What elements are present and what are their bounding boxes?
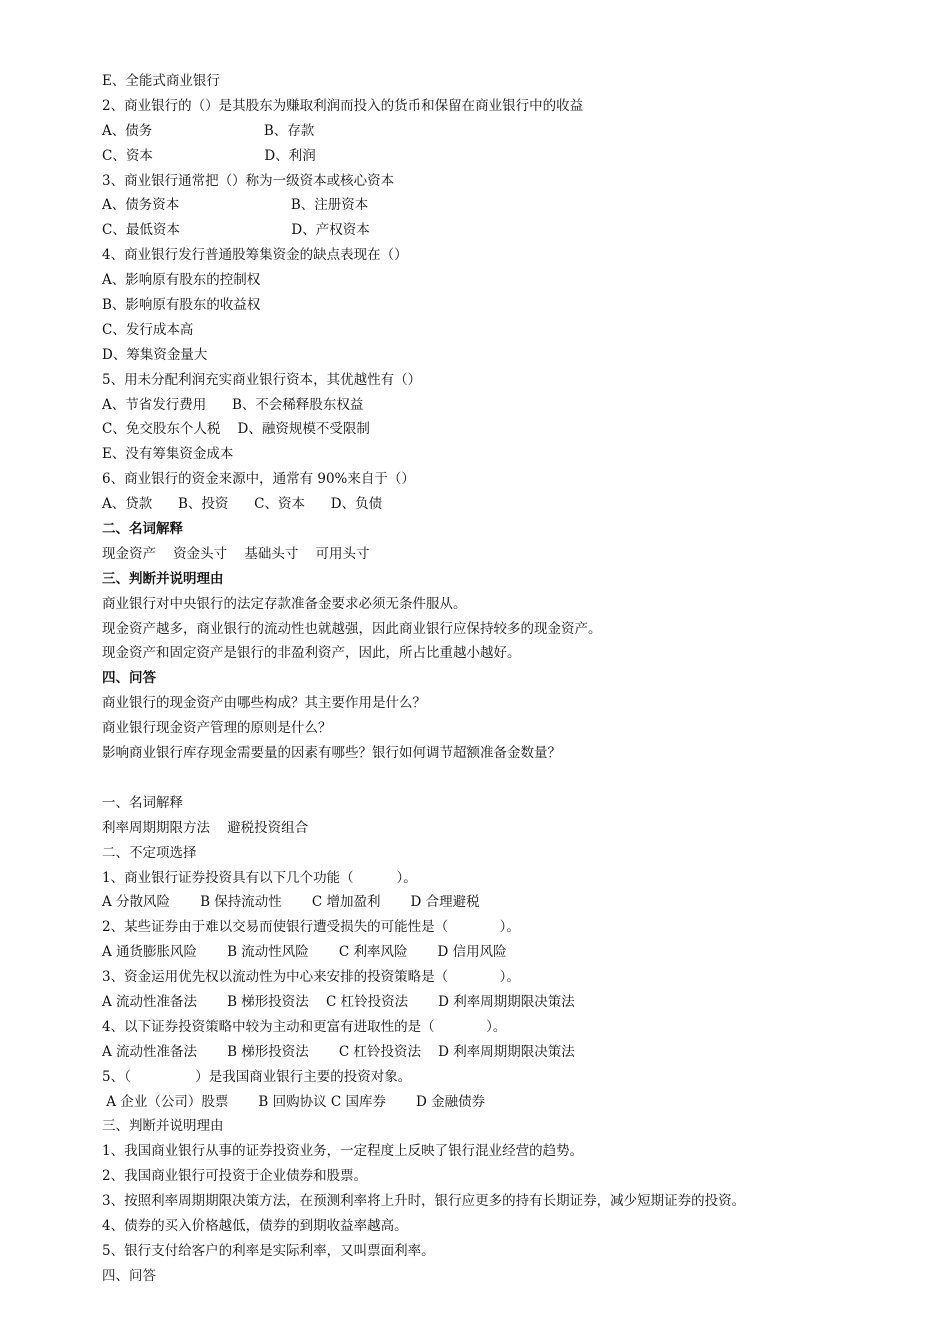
text-line: 3、商业银行通常把（）称为一级资本或核心资本 [102, 172, 395, 189]
text-line: 4、债券的买入价格越低，债券的到期收益率越高。 [102, 1217, 408, 1234]
section-heading: 三、判断并说明理由 [102, 570, 224, 587]
text-line: 3、按照利率周期期限决策方法，在预测利率将上升时，银行应更多的持有长期证券，减少短期证券的投资。 [102, 1193, 746, 1210]
section-heading: 四、问答 [102, 670, 156, 687]
text-line: 6、商业银行的资金来源中，通常有 90%来自于（） [102, 471, 415, 488]
text-line: A 流动性准备法 B 梯形投资法 C 杠铃投资法 D 利率周期期限决策法 [102, 1043, 575, 1060]
text-line [102, 766, 922, 791]
text-line: A、贷款 B、投资 C、资本 D、负债 [102, 496, 383, 513]
text-line: A、债务资本 B、注册资本 [102, 197, 369, 214]
text-line: C、发行成本高 [102, 321, 194, 338]
text-line: 影响商业银行库存现金需要量的因素有哪些？银行如何调节超额准备金数量？ [102, 745, 561, 762]
text-line: A 通货膨胀风险 B 流动性风险 C 利率风险 D 信用风险 [102, 944, 507, 961]
text-line: 现金资产越多，商业银行的流动性也就越强，因此商业银行应保持较多的现金资产。 [102, 620, 602, 637]
text-line: C、资本 D、利润 [102, 147, 316, 164]
text-line: 2、商业银行的（）是其股东为赚取利润而投入的货币和保留在商业银行中的收益 [102, 97, 584, 114]
text-line: 3、资金运用优先权以流动性为中心来安排的投资策略是（ ）。 [102, 969, 520, 986]
text-line: 一、名词解释 [102, 794, 183, 811]
document-page [102, 69, 922, 1289]
text-line: 1、商业银行证券投资具有以下几个功能（ ）。 [102, 869, 417, 886]
text-line: A 流动性准备法 B 梯形投资法 C 杠铃投资法 D 利率周期期限决策法 [102, 993, 575, 1010]
text-line: 1、我国商业银行从事的证券投资业务，一定程度上反映了银行混业经营的趋势。 [102, 1143, 584, 1160]
text-line: 现金资产和固定资产是银行的非盈利资产，因此，所占比重越小越好。 [102, 645, 521, 662]
text-line: 二、不定项选择 [102, 844, 197, 861]
text-line: 商业银行对中央银行的法定存款准备金要求必须无条件服从。 [102, 595, 467, 612]
text-line: 4、以下证券投资策略中较为主动和更富有进取性的是（ ）。 [102, 1018, 507, 1035]
text-line: 利率周期期限方法 避税投资组合 [102, 819, 309, 836]
section-heading: 二、名词解释 [102, 521, 183, 538]
text-line: 5、（ ）是我国商业银行主要的投资对象。 [102, 1068, 412, 1085]
text-line: 商业银行现金资产管理的原则是什么？ [102, 720, 332, 737]
text-line: 5、用未分配利润充实商业银行资本，其优越性有（） [102, 371, 422, 388]
text-line: 四、问答 [102, 1267, 156, 1284]
text-line: 商业银行的现金资产由哪些构成？其主要作用是什么？ [102, 695, 426, 712]
text-line: 5、银行支付给客户的利率是实际利率，又叫票面利率。 [102, 1242, 435, 1259]
text-line: E、没有筹集资金成本 [102, 446, 234, 463]
text-line: A、影响原有股东的控制权 [102, 272, 261, 289]
text-line: C、最低资本 D、产权资本 [102, 222, 370, 239]
text-line: B、影响原有股东的收益权 [102, 297, 261, 314]
text-line: 现金资产 资金头寸 基础头寸 可用头寸 [102, 545, 370, 562]
text-line: E、全能式商业银行 [102, 73, 220, 89]
text-line: C、免交股东个人税 D、融资规模不受限制 [102, 421, 370, 438]
text-line: 三、判断并说明理由 [102, 1118, 224, 1135]
text-line: A 分散风险 B 保持流动性 C 增加盈利 D 合理避税 [102, 894, 480, 911]
text-line: A 企业（公司）股票 B 回购协议 C 国库券 D 金融债券 [102, 1093, 486, 1110]
text-line: 4、商业银行发行普通股筹集资金的缺点表现在（） [102, 247, 408, 264]
text-line: 2、某些证券由于难以交易而使银行遭受损失的可能性是（ ）。 [102, 919, 520, 936]
text-line: A、债务 B、存款 [102, 122, 315, 139]
text-line: A、节省发行费用 B、不会稀释股东权益 [102, 396, 364, 413]
text-line: 2、我国商业银行可投资于企业债券和股票。 [102, 1168, 368, 1185]
text-line: D、筹集资金量大 [102, 346, 208, 363]
